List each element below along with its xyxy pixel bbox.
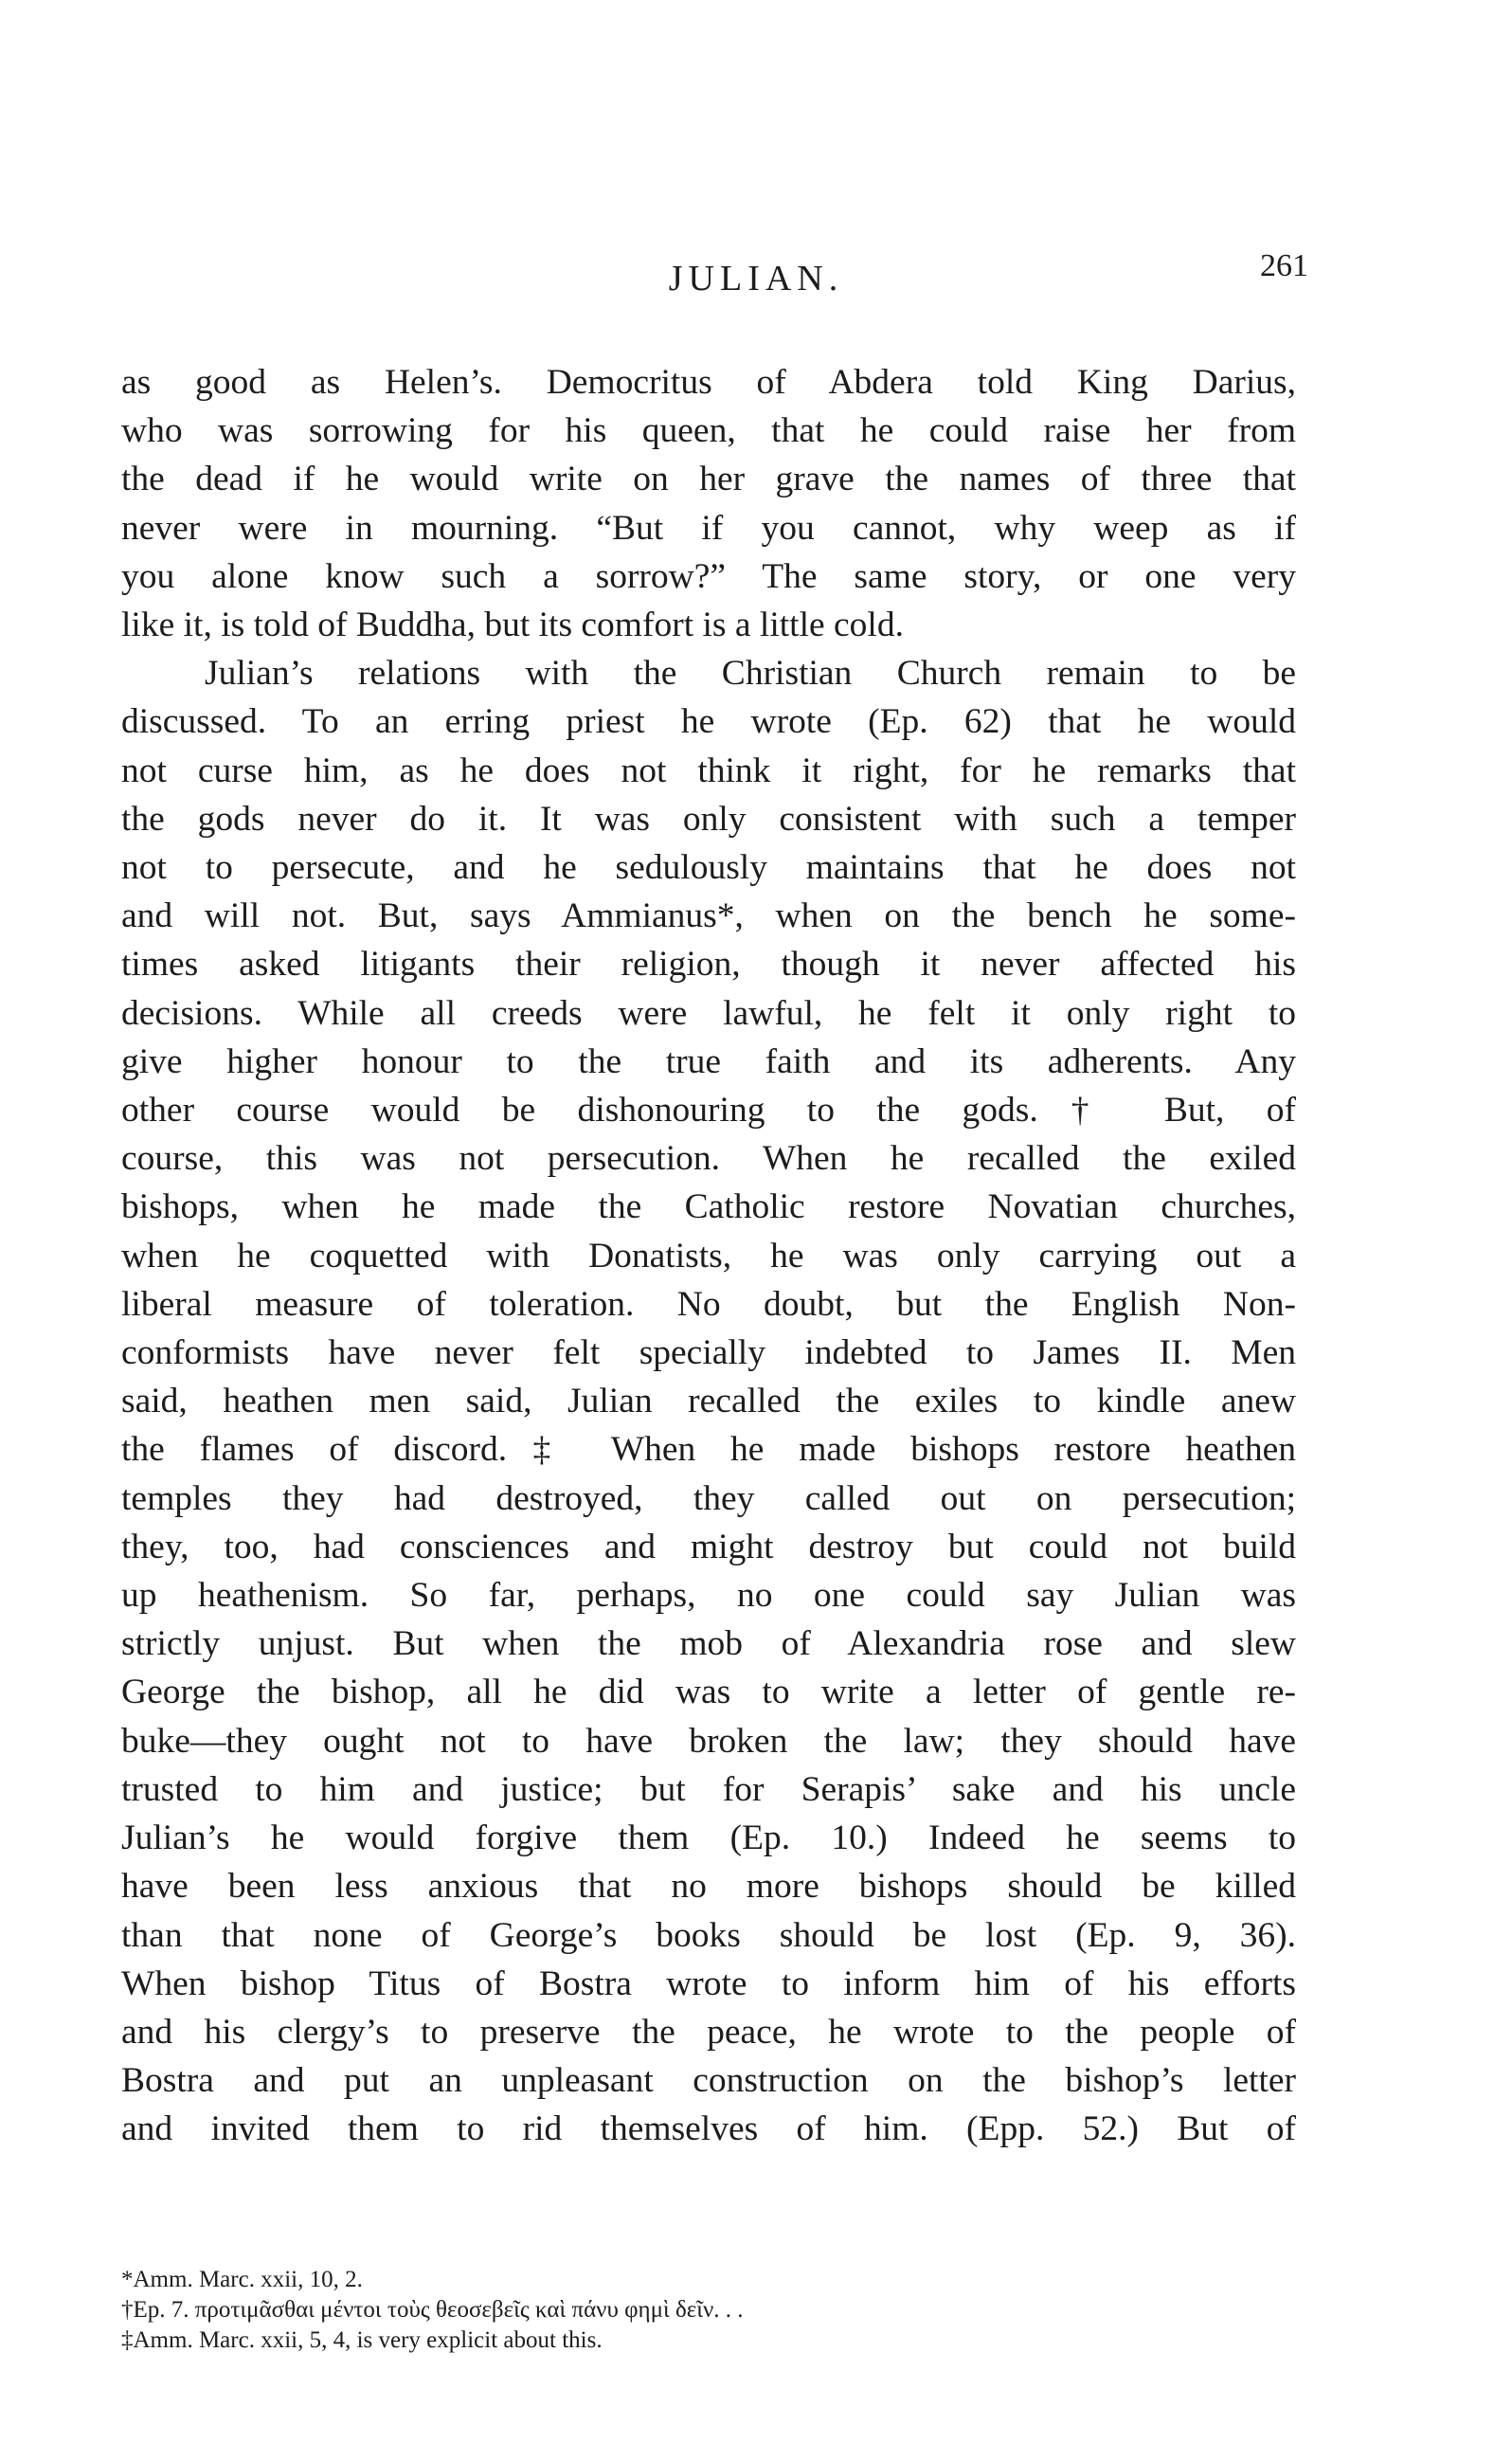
- text-line: George the bishop, all he did was to write a letter of gentle re-: [121, 1673, 1296, 1712]
- text-line: When bishop Titus of Bostra wrote to inform him of his efforts: [121, 1963, 1296, 2003]
- text-line: discussed. To an erring priest he wrote (Ep. 62) that he would: [121, 702, 1296, 742]
- text-line: never were in mourning. “But if you cannot, why weep as if: [121, 508, 1296, 548]
- text-line: course, this was not persecution. When he recalled the exiled: [121, 1139, 1296, 1179]
- footnotes: [121, 2265, 1296, 2356]
- text-line: you alone know such a sorrow?” The same story, or one very: [121, 556, 1296, 596]
- text-line: and invited them to rid themselves of him. (Epp. 52.) But of: [121, 2109, 1296, 2149]
- body-text: [121, 358, 1296, 2154]
- text-line: strictly unjust. But when the mob of Alexandria rose and slew: [121, 1624, 1296, 1664]
- text-line: the gods never do it. It was only consistent with such a temper: [121, 799, 1296, 839]
- text-line: liberal measure of toleration. No doubt, but the English Non-: [121, 1284, 1296, 1324]
- footnote-ammianus: *Amm. Marc. xxii, 10, 2.: [121, 2267, 363, 2292]
- text-line: the flames of discord.‡ When he made bishops restore heathen: [121, 1430, 1296, 1470]
- text-line: up heathenism. So far, perhaps, no one could say Julian was: [121, 1576, 1296, 1616]
- text-line: other course would be dishonouring to the gods.† But, of: [121, 1091, 1296, 1131]
- text-line: they, too, had consciences and might destroy but could not build: [121, 1527, 1296, 1566]
- footnote-epistle-7: †Ep. 7. προτιμᾶσθαι μέντοι τοὺς θεοσεβεῖς καὶ πάνυ φημὶ δεῖν. . .: [121, 2297, 744, 2323]
- footnote-ammianus-explicit: ‡Amm. Marc. xxii, 5, 4, is very explicit about this.: [121, 2327, 603, 2353]
- paragraph-start-line: Julian’s relations with the Christian Church remain to be: [205, 654, 1296, 694]
- text-line: said, heathen men said, Julian recalled the exiles to kindle anew: [121, 1382, 1296, 1421]
- text-line: temples they had destroyed, they called out on persecution;: [121, 1478, 1296, 1518]
- page-number: 261: [1260, 248, 1308, 283]
- text-line: not to persecute, and he sedulously maintains that he does not: [121, 848, 1296, 888]
- text-line: trusted to him and justice; but for Serapis’ sake and his uncle: [121, 1769, 1296, 1809]
- text-line: Julian’s he would forgive them (Ep. 10.) Indeed he seems to: [121, 1819, 1296, 1858]
- text-line: than that none of George’s books should be lost (Ep. 9, 36).: [121, 1915, 1296, 1955]
- text-line: Bostra and put an unpleasant construction on the bishop’s letter: [121, 2061, 1296, 2101]
- text-line: bishops, when he made the Catholic restore Novatian churches,: [121, 1187, 1296, 1227]
- text-line: give higher honour to the true faith and its adherents. Any: [121, 1041, 1296, 1081]
- text-line: decisions. While all creeds were lawful, he felt it only right to: [121, 993, 1296, 1033]
- text-line: and his clergy’s to preserve the peace, he wrote to the people of: [121, 2012, 1296, 2052]
- text-line: buke—they ought not to have broken the law; they should have: [121, 1721, 1296, 1761]
- text-line: as good as Helen’s. Democritus of Abdera told King Darius,: [121, 363, 1296, 402]
- text-line: and will not. But, says Ammianus*, when on the bench he some-: [121, 896, 1296, 936]
- text-line: have been less anxious that no more bishops should be killed: [121, 1867, 1296, 1907]
- text-line: like it, is told of Buddha, but its comfort is a little cold.: [121, 606, 904, 645]
- text-line: not curse him, as he does not think it right, for he remarks that: [121, 751, 1296, 790]
- text-line: conformists have never felt specially indebted to James II. Men: [121, 1333, 1296, 1373]
- text-line: who was sorrowing for his queen, that he could raise her from: [121, 411, 1296, 451]
- text-line: when he coquetted with Donatists, he was only carrying out a: [121, 1236, 1296, 1276]
- running-title: JULIAN.: [668, 259, 844, 299]
- text-line: the dead if he would write on her grave the names of three that: [121, 460, 1296, 499]
- text-line: times asked litigants their religion, though it never affected his: [121, 945, 1296, 985]
